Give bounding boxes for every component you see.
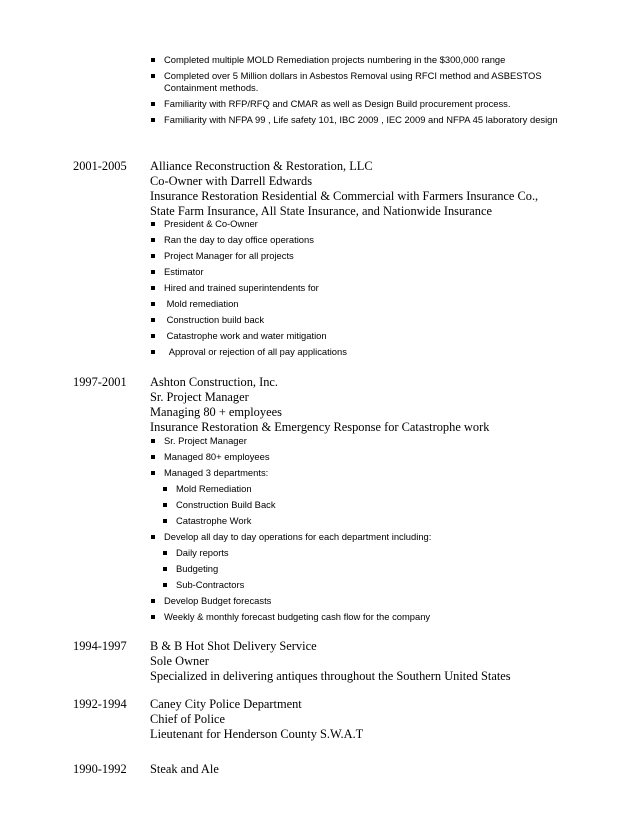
list-item: Managed 3 departments: — [150, 467, 570, 479]
list-item: Approval or rejection of all pay applications — [150, 346, 570, 358]
job-line: State Farm Insurance, All State Insurance, and Nationwide Insurance — [150, 204, 493, 218]
job-line: Specialized in delivering antiques throughout the Southern United States — [150, 669, 511, 683]
skills-bullet-list — [150, 54, 570, 130]
job-dates: 2001-2005 — [73, 159, 127, 173]
job-line: Insurance Restoration & Emergency Response for Catastrophe work — [150, 420, 490, 434]
job-entry — [150, 697, 590, 742]
job-line: Sr. Project Manager — [150, 390, 249, 404]
list-item: Daily reports — [150, 547, 570, 559]
list-item: Estimator — [150, 266, 570, 278]
job-bullet-list — [150, 218, 570, 362]
list-item: Catastrophe Work — [150, 515, 570, 527]
list-item: Mold Remediation — [150, 483, 570, 495]
list-item: Completed over 5 Million dollars in Asbestos Removal using RFCI method and ASBESTOS Containment methods. — [150, 70, 570, 94]
job-line: Chief of Police — [150, 712, 226, 726]
list-item: Weekly & monthly forecast budgeting cash flow for the company — [150, 611, 570, 623]
list-item: Project Manager for all projects — [150, 250, 570, 262]
job-entry — [150, 375, 590, 435]
job-dates: 1990-1992 — [73, 762, 127, 776]
job-line: Insurance Restoration Residential & Commercial with Farmers Insurance Co., — [150, 189, 539, 203]
list-item: Develop all day to day operations for each department including: — [150, 531, 570, 543]
job-entry — [150, 762, 590, 777]
list-item: Familiarity with RFP/RFQ and CMAR as well as Design Build procurement process. — [150, 98, 570, 110]
list-item: Construction Build Back — [150, 499, 570, 511]
list-item: Catastrophe work and water mitigation — [150, 330, 570, 342]
list-item: Mold remediation — [150, 298, 570, 310]
list-item: President & Co-Owner — [150, 218, 570, 230]
list-item: Ran the day to day office operations — [150, 234, 570, 246]
job-dates: 1994-1997 — [73, 639, 127, 653]
company-name: Ashton Construction, Inc. — [150, 375, 279, 389]
list-item: Hired and trained superintendents for — [150, 282, 570, 294]
company-name: B & B Hot Shot Delivery Service — [150, 639, 317, 653]
company-name: Caney City Police Department — [150, 697, 302, 711]
job-line: Sole Owner — [150, 654, 209, 668]
list-item: Budgeting — [150, 563, 570, 575]
job-line: Lieutenant for Henderson County S.W.A.T — [150, 727, 364, 741]
list-item: Construction build back — [150, 314, 570, 326]
list-item: Managed 80+ employees — [150, 451, 570, 463]
list-item: Sub-Contractors — [150, 579, 570, 591]
company-name: Alliance Reconstruction & Restoration, LLC — [150, 159, 373, 173]
list-item: Develop Budget forecasts — [150, 595, 570, 607]
job-dates: 1992-1994 — [73, 697, 127, 711]
list-item: Sr. Project Manager — [150, 435, 570, 447]
job-dates: 1997-2001 — [73, 375, 127, 389]
list-item: Familiarity with NFPA 99 , Life safety 101, IBC 2009 , IEC 2009 and NFPA 45 laboratory design — [150, 114, 570, 126]
job-line: Co-Owner with Darrell Edwards — [150, 174, 313, 188]
list-item: Completed multiple MOLD Remediation projects numbering in the $300,000 range — [150, 54, 570, 66]
job-entry — [150, 639, 590, 684]
job-bullet-list — [150, 435, 570, 627]
job-line: Managing 80 + employees — [150, 405, 282, 419]
company-name: Steak and Ale — [150, 762, 219, 776]
job-entry — [150, 159, 590, 219]
